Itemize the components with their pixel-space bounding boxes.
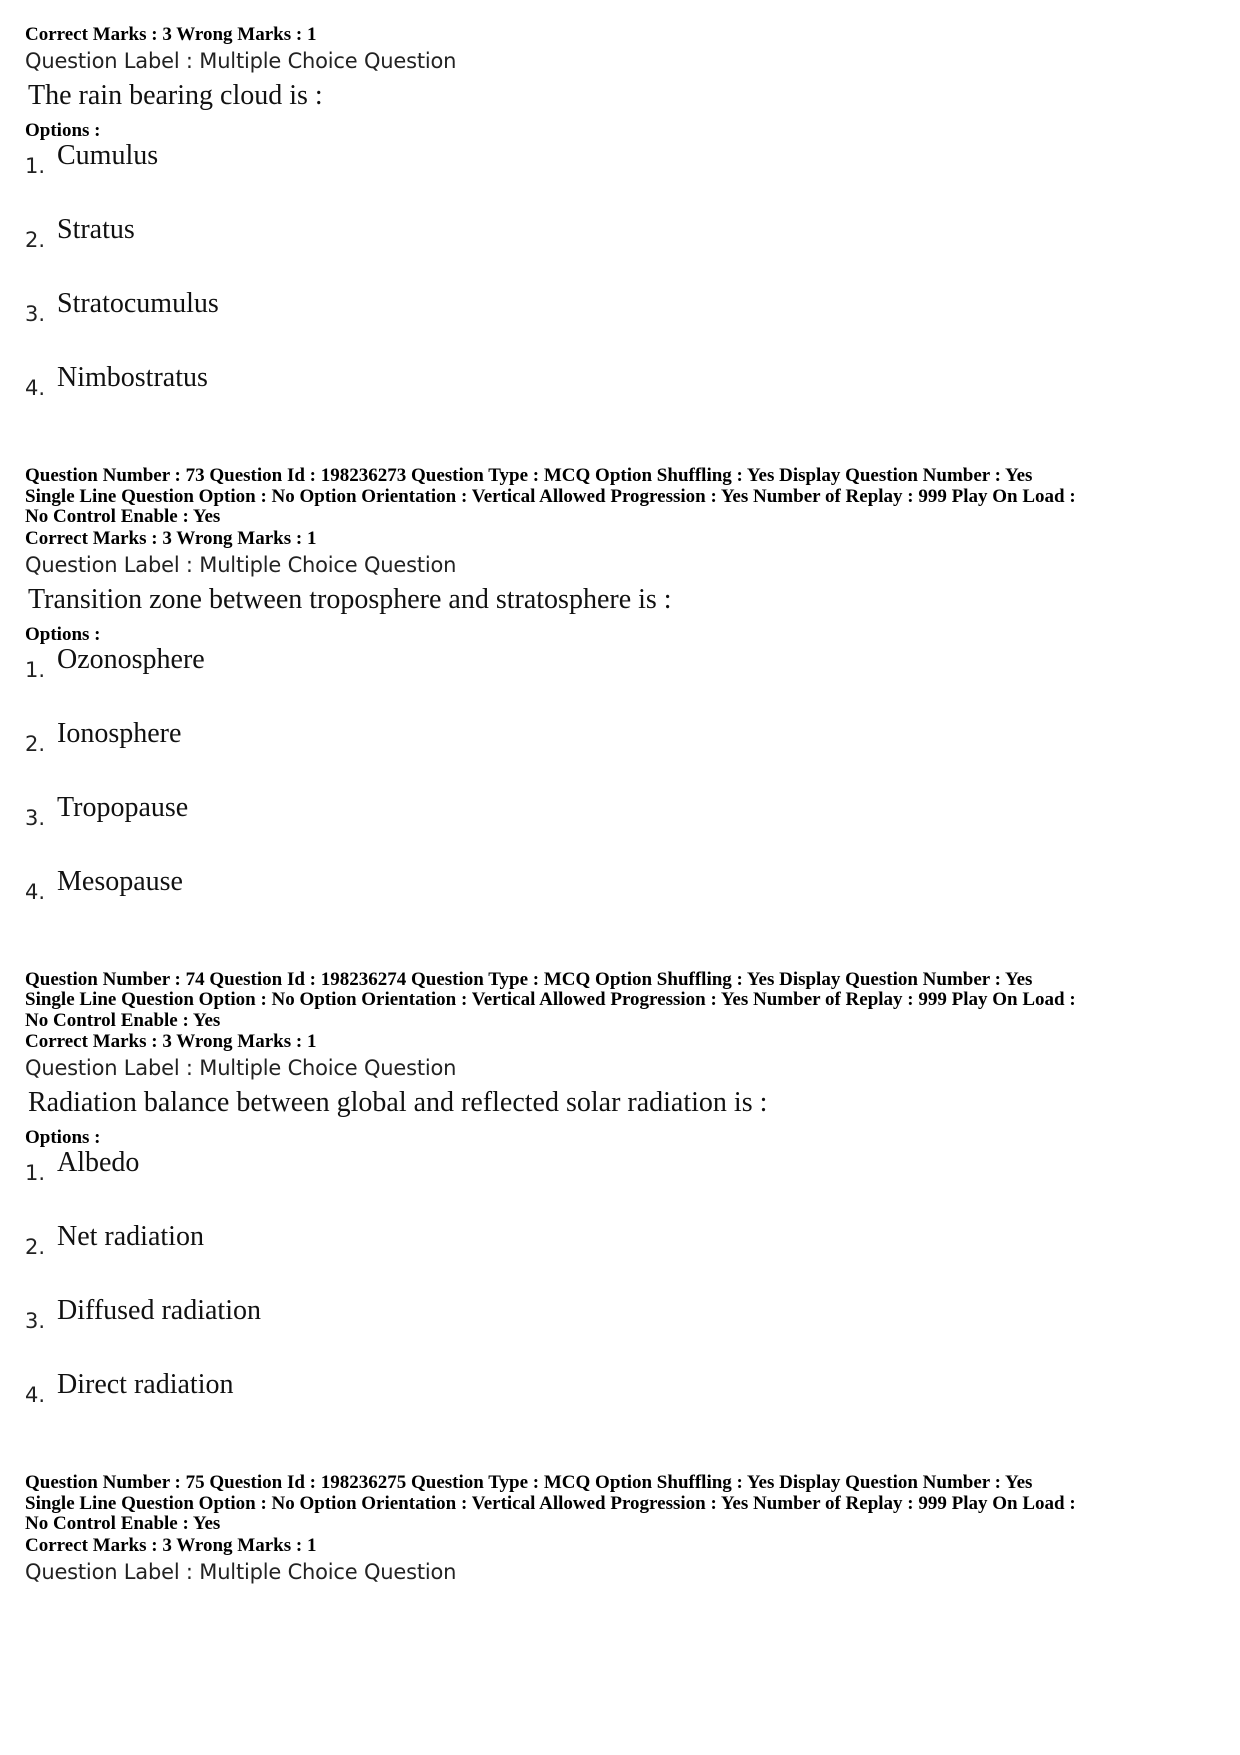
question-meta-line: Single Line Question Option : No Option Orientation : Vertical Allowed Progression : Yes Number of Replay : 999 Play On Load :	[25, 1492, 1076, 1514]
option-item	[25, 1149, 1225, 1223]
option-number: 3.	[25, 302, 46, 326]
option-text: Stratocumulus	[57, 288, 219, 319]
option-text: Direct radiation	[57, 1369, 234, 1400]
option-text: Stratus	[57, 214, 135, 245]
option-item	[25, 717, 1225, 794]
option-text: Cumulus	[57, 140, 159, 171]
option-item	[25, 364, 1225, 438]
marks-line: Correct Marks : 3 Wrong Marks : 1	[25, 1031, 317, 1052]
option-number: 2.	[25, 731, 46, 756]
question-text: Radiation balance between global and reflected solar radiation is :	[28, 1087, 768, 1118]
question-block-73	[25, 466, 1225, 942]
option-number: 3.	[25, 1309, 46, 1333]
question-meta-line: Single Line Question Option : No Option Orientation : Vertical Allowed Progression : Yes Number of Replay : 999 Play On Load :	[25, 485, 1076, 507]
question-label: Question Label : Multiple Choice Question	[25, 552, 457, 577]
question-text: Transition zone between troposphere and stratosphere is :	[28, 583, 672, 615]
question-label: Question Label : Multiple Choice Question	[25, 1056, 457, 1080]
option-number: 1.	[25, 154, 46, 178]
option-text: Nimbostratus	[57, 362, 208, 393]
option-text: Albedo	[57, 1147, 140, 1178]
question-label: Question Label : Multiple Choice Question	[25, 1559, 457, 1584]
question-meta-line: Question Number : 73 Question Id : 198236273 Question Type : MCQ Option Shuffling : Yes Display Question Number : Yes	[25, 465, 1033, 486]
marks-line: Correct Marks : 3 Wrong Marks : 1	[25, 24, 317, 45]
options-heading: Options :	[25, 120, 101, 141]
option-text: Ozonosphere	[57, 643, 205, 675]
option-item	[25, 643, 1225, 720]
question-meta-line: Question Number : 75 Question Id : 198236275 Question Type : MCQ Option Shuffling : Yes Display Question Number : Yes	[25, 1472, 1033, 1493]
option-item	[25, 791, 1225, 868]
question-block-75	[25, 1473, 1225, 1587]
question-meta-line: No Control Enable : Yes	[25, 1513, 221, 1534]
question-block-1	[25, 24, 1225, 438]
option-text: Tropopause	[57, 791, 189, 823]
option-number: 4.	[25, 1383, 46, 1407]
option-text: Diffused radiation	[57, 1295, 261, 1326]
question-meta-line: Question Number : 74 Question Id : 198236274 Question Type : MCQ Option Shuffling : Yes Display Question Number : Yes	[25, 968, 1033, 990]
options-heading: Options :	[25, 1127, 101, 1148]
option-text: Ionosphere	[57, 717, 182, 749]
marks-line: Correct Marks : 3 Wrong Marks : 1	[25, 527, 317, 549]
question-meta-line: No Control Enable : Yes	[25, 1009, 221, 1031]
question-block-74	[25, 970, 1225, 1446]
option-number: 1.	[25, 1161, 46, 1185]
option-item	[25, 1223, 1225, 1297]
option-item	[25, 865, 1225, 942]
marks-line: Correct Marks : 3 Wrong Marks : 1	[25, 1534, 317, 1556]
option-item	[25, 1371, 1225, 1445]
option-item	[25, 290, 1225, 364]
option-number: 4.	[25, 376, 46, 400]
question-meta-line: No Control Enable : Yes	[25, 506, 221, 527]
option-text: Net radiation	[57, 1221, 204, 1252]
option-number: 2.	[25, 1235, 46, 1259]
question-text: The rain bearing cloud is :	[28, 80, 323, 111]
option-number: 4.	[25, 879, 46, 904]
option-text: Mesopause	[57, 865, 183, 897]
option-item	[25, 1297, 1225, 1371]
options-heading: Options :	[25, 623, 101, 645]
question-meta-line: Single Line Question Option : No Option Orientation : Vertical Allowed Progression : Yes Number of Replay : 999 Play On Load :	[25, 989, 1076, 1010]
option-number: 1.	[25, 657, 46, 682]
option-number: 2.	[25, 228, 46, 252]
option-item	[25, 142, 1225, 216]
option-item	[25, 216, 1225, 290]
question-label: Question Label : Multiple Choice Question	[25, 49, 457, 73]
option-number: 3.	[25, 805, 46, 830]
question-paper-page	[25, 24, 1225, 1587]
